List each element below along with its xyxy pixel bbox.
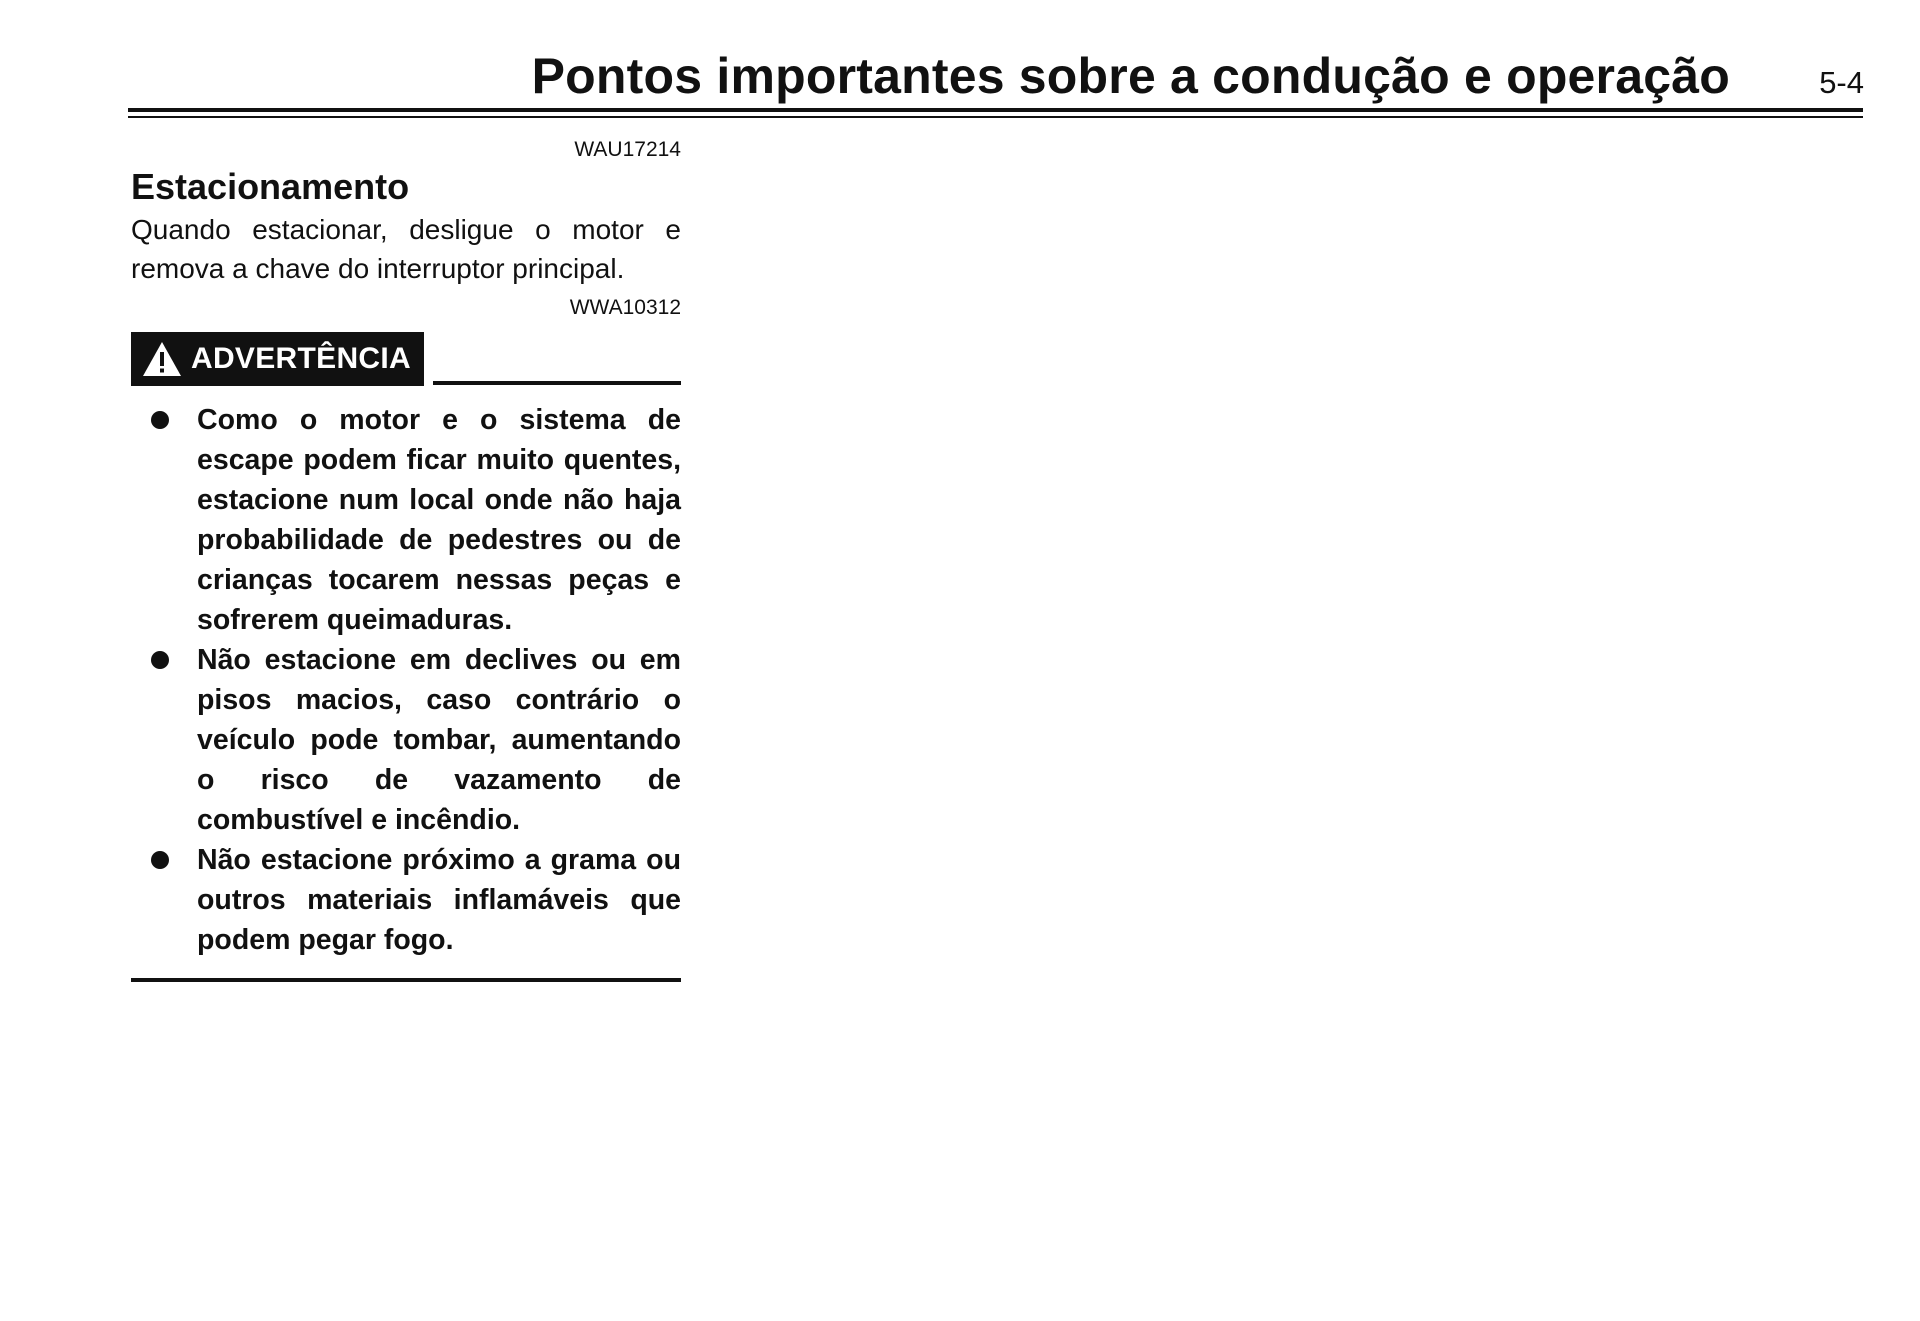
page-title: Pontos importantes sobre a condução e operação [531,48,1730,104]
warning-header [131,332,681,388]
header-rule-thin [128,116,1863,118]
warning-item [131,640,681,840]
warning-label: ADVERTÊNCIA [191,342,411,375]
bullet-icon [151,851,169,869]
page-number: 5-4 [1819,65,1864,100]
warning-item-text: Não estacione próximo a grama ou outros materiais inflamáveis que podem pegar fogo. [197,844,681,956]
content-column [131,136,681,982]
warning-item [131,400,681,640]
bullet-icon [151,651,169,669]
section-code: WAU17214 [574,138,681,161]
warning-header-rule [433,381,681,385]
warning-item-text: Não estacione em declives ou em pisos macios, caso contrário o veículo pode tombar, aumentando o risco de vazamento de combustível e incêndio. [197,644,681,836]
warning-triangle-icon [141,340,183,378]
warning-item [131,840,681,960]
warning-end-rule [131,978,681,982]
header-rule-thick [128,108,1863,112]
warning-item-text: Como o motor e o sistema de escape podem ficar muito quentes, estacione num local onde não haja probabilidade de pedestres ou de crianças tocarem nessas peças e sofrerem queimaduras. [197,404,681,636]
section-title: Estacionamento [131,166,410,207]
bullet-icon [151,411,169,429]
warning-code: WWA10312 [569,296,681,319]
warning-list [131,400,681,960]
warning-badge [131,332,424,386]
section-body: Quando estacionar, desligue o motor e remova a chave do interruptor principal. [131,214,681,284]
